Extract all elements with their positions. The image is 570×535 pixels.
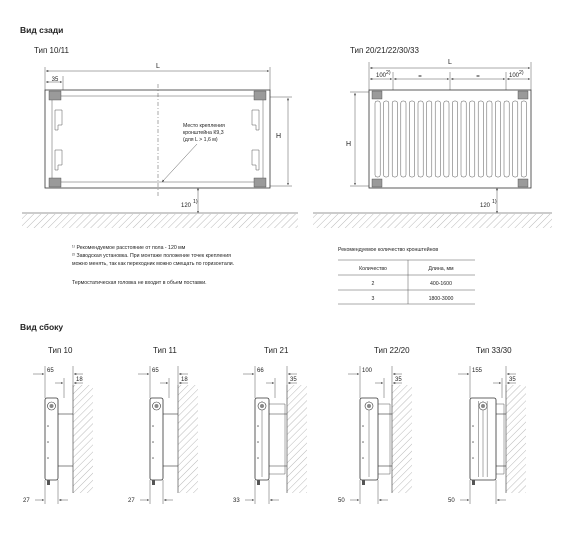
fin [418,101,423,177]
rear-right-dim-right: 100 [509,73,520,79]
fin [495,101,500,177]
bracket-table-header-qty: Количество [359,266,387,272]
rear-left-dim-h: H [276,133,282,140]
side-dim-top-a: 155 [472,368,483,374]
rear-right-dim-left-sup: 2) [386,70,391,76]
side-view-type-3 [338,346,412,504]
side-dim-top-a: 66 [257,368,264,374]
fin [375,101,380,177]
rear-right-floor-gap: 120 [480,203,491,209]
rear-right-dim-l: L [448,59,452,66]
side-view-title: Тип 11 [153,346,177,355]
rear-view-heading: Вид сзади [20,25,64,35]
fin [521,101,526,177]
rear-right-dim-eq-2: = [476,74,480,80]
fin [384,101,389,177]
wall-hatch [392,385,412,493]
side-view-title: Тип 10 [48,346,73,355]
fin [461,101,466,177]
side-view-title: Тип 33/30 [476,346,512,355]
bracket-table-cell: 1800-3000 [428,296,454,302]
rear-right-dim-right-sup: 2) [519,70,524,76]
floor-hatch-left [22,214,298,228]
fin [487,101,492,177]
fin [504,101,509,177]
side-dim-top-b: 35 [509,377,516,383]
side-views [23,346,526,504]
bracket-table [338,246,475,304]
fin [513,101,518,177]
side-dim-bottom: 33 [233,498,240,504]
rear-right-dim-h: H [346,141,352,148]
side-view-title: Тип 22/20 [374,346,410,355]
side-view-type-4 [448,346,526,504]
bracket-table-cell: 3 [371,296,375,302]
side-dim-bottom: 27 [128,498,135,504]
rear-left-floor-gap-sup: 1) [193,199,198,205]
bracket-table-cell: 2 [371,281,375,287]
radiator-panel-rear-left [45,90,270,188]
side-dim-top-a: 65 [152,368,159,374]
fin [444,101,449,177]
side-dim-top-a: 65 [47,368,54,374]
side-dim-bottom: 50 [448,498,455,504]
side-dim-top-b: 35 [290,377,297,383]
rear-left-floor-gap: 120 [181,203,192,209]
side-dim-bottom: 50 [338,498,345,504]
bracket-table-cell: 400-1600 [430,281,452,287]
floor-hatch-right [313,214,552,228]
bracket-table-header-length: Длина, мм [428,266,454,272]
fin [427,101,432,177]
fin [392,101,397,177]
rear-right-dim-eq-1: = [418,74,422,80]
wall-hatch [506,385,526,493]
wall-hatch [73,385,93,493]
wall-hatch [287,385,307,493]
side-dim-top-b: 18 [76,377,83,383]
thermostat-note: Термостатическая головка не входит в объем поставки. [72,280,207,286]
rear-right-title: Тип 20/21/22/30/33 [350,46,419,55]
rear-left-dim-l: L [156,63,160,70]
footnote-3: можно менять, так как переходник можно смещать по горизонтали. [72,261,235,267]
rear-type-10-11-drawing [22,46,298,228]
side-view-title: Тип 21 [264,346,289,355]
footnote-1: ¹⁾ Рекомендуемое расстояние от пола - 120 мм [72,245,186,251]
side-dim-top-b: 35 [395,377,402,383]
fin [435,101,440,177]
side-view-type-2 [233,346,307,504]
fin [401,101,406,177]
rear-left-title: Тип 10/11 [34,46,69,55]
bracket-table-title: Рекомендуемое количество кронштейнов [338,247,439,253]
fin [478,101,483,177]
rear-left-dim-offset: 35 [51,77,59,83]
side-view-type-1 [128,346,198,504]
side-view-type-0 [23,346,93,504]
side-view-heading: Вид сбоку [20,322,64,332]
rear-right-floor-gap-sup: 1) [492,199,497,205]
rear-type-20-33-drawing [313,46,552,228]
mount-note-line-1: Место крепления [183,123,225,129]
footnote-2: ²⁾ Заводская установка. При монтаже положение точек крепления [72,253,231,259]
fin [409,101,414,177]
mount-note-line-3: (для L > 1,6 м) [183,137,218,143]
fin [452,101,457,177]
side-dim-top-a: 100 [362,368,373,374]
mount-note-line-2: кронштейна К9,3 [183,130,224,136]
rear-right-dim-left: 100 [376,73,387,79]
wall-hatch [178,385,198,493]
side-dim-bottom: 27 [23,498,30,504]
fin [470,101,475,177]
side-dim-top-b: 18 [181,377,188,383]
